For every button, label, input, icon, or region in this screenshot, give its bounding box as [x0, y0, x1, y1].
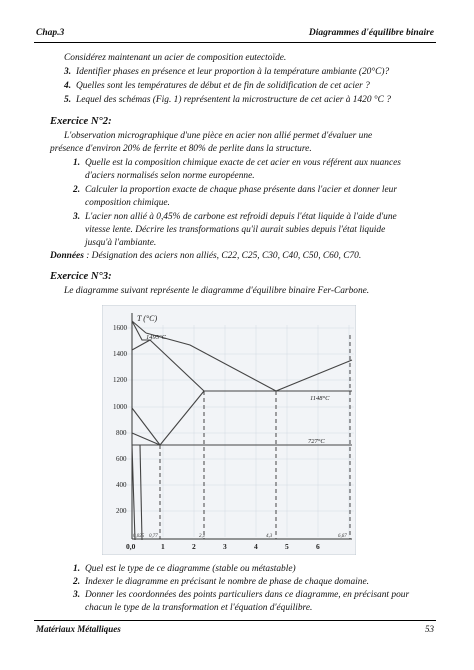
x-mark: 2,1 — [199, 534, 206, 539]
page-header — [34, 26, 436, 43]
donnees-text: : Désignation des aciers non alliés, C22, C25, C30, C40, C50, C60, C70. — [83, 251, 362, 261]
list-item-num: 3. — [64, 67, 72, 77]
y-tick: 1000 — [113, 403, 127, 411]
y-axis-title: T (°C) — [137, 314, 158, 323]
x-tick: 6 — [316, 542, 320, 551]
list-item-num: 5. — [64, 95, 72, 105]
list-item-text: Lequel des schémas (Fig. 1) représentent la microstructure de cet acier à 1420 °C ? — [76, 95, 391, 105]
ex2-q1-text: Quelle est la composition chimique exacte de cet acier en vous référent aux nuances — [85, 158, 401, 168]
label-1148: 1148°C — [310, 395, 330, 402]
y-tick: 1600 — [113, 324, 127, 332]
ex2-q3-text: L'acier non allié à 0,45% de carbone est refroidi depuis l'état liquide à l'aide d'une — [85, 212, 397, 222]
ex2-q2-num: 2. — [73, 185, 81, 195]
ex2-paragraph-line: L'observation micrographique d'une pièce en acier non allié permet d'évaluer une — [64, 131, 373, 141]
ex3-q-text: Donner les coordonnées des points particuliers dans ce diagramme, en précisant pour — [85, 590, 410, 600]
ex2-q1-text: d'aciers normalisés selon norme européenne. — [85, 171, 255, 181]
ex2-q2-text: composition chimique. — [85, 198, 170, 208]
x-tick: 2 — [192, 542, 196, 551]
page-number: 53 — [425, 624, 434, 634]
x-mark: 0,025 — [133, 534, 145, 539]
donnees-label: Données — [50, 251, 84, 261]
exercise-3-title: Exercice N°3: — [50, 271, 112, 282]
label-1495: 1495°C — [146, 334, 166, 341]
y-tick: 800 — [116, 429, 127, 437]
ex3-q-num: 3. — [73, 590, 81, 600]
page-footer — [34, 620, 436, 637]
y-tick: 600 — [116, 455, 127, 463]
x-mark: 0,77 — [149, 534, 158, 539]
exercise-2-title: Exercice N°2: — [50, 116, 112, 127]
x-tick: 4 — [254, 542, 258, 551]
ex3-q-text: Quel est le type de ce diagramme (stable ou métastable) — [85, 564, 296, 574]
x-tick: 1 — [161, 542, 165, 551]
ex2-q3-text: jusqu'à l'ambiante. — [85, 238, 157, 248]
phase-diagram-svg — [102, 305, 356, 555]
intro-line: Considérez maintenant un acier de composition eutectoïde. — [64, 53, 287, 63]
x-tick: 0,0 — [126, 542, 136, 551]
x-tick: 3 — [223, 542, 227, 551]
ex2-q1-num: 1. — [73, 158, 81, 168]
y-tick: 400 — [116, 481, 127, 489]
list-item-text: Quelles sont les températures de début et de fin de solidification de cet acier ? — [76, 81, 370, 91]
y-tick: 1200 — [113, 376, 127, 384]
ex2-q2-text: Calculer la proportion exacte de chaque phase présente dans l'acier et donner leur — [85, 185, 398, 195]
ex3-q-num: 2. — [73, 577, 81, 587]
fe-c-phase-diagram — [102, 305, 356, 555]
x-tick: 5 — [285, 542, 289, 551]
x-mark: 6,67 — [338, 534, 347, 539]
ex3-q-num: 1. — [73, 564, 81, 574]
footer-course: Matériaux Métalliques — [36, 624, 121, 634]
y-tick: 1400 — [113, 350, 127, 358]
ex3-intro: Le diagramme suivant représente le diagramme d'équilibre binaire Fer-Carbone. — [64, 286, 370, 296]
chapter-label: Chap.3 — [36, 28, 65, 38]
ex2-q3-num: 3. — [73, 212, 81, 222]
list-item-text: Identifier phases en présence et leur proportion à la température ambiante (20°C)? — [76, 67, 390, 77]
label-727: 727°C — [308, 438, 325, 445]
ex2-q3-text: vitesse lente. Décrire les transformations qu'il aurait subies depuis l'état liquide — [85, 225, 386, 235]
donnees-line — [50, 251, 361, 262]
ex3-q-text: Indexer le diagramme en précisant le nombre de phase de chaque domaine. — [85, 577, 369, 587]
y-tick: 200 — [116, 507, 127, 515]
chapter-title: Diagrammes d'équilibre binaire — [308, 28, 434, 38]
ex3-q-text: chacun le type de la transformation et l'équation d'équilibre. — [85, 603, 313, 613]
list-item-num: 4. — [64, 81, 72, 91]
ex2-paragraph-line: présence d'environ 20% de ferrite et 80% de perlite dans la structure. — [50, 144, 312, 154]
x-mark: 4,3 — [266, 534, 273, 539]
